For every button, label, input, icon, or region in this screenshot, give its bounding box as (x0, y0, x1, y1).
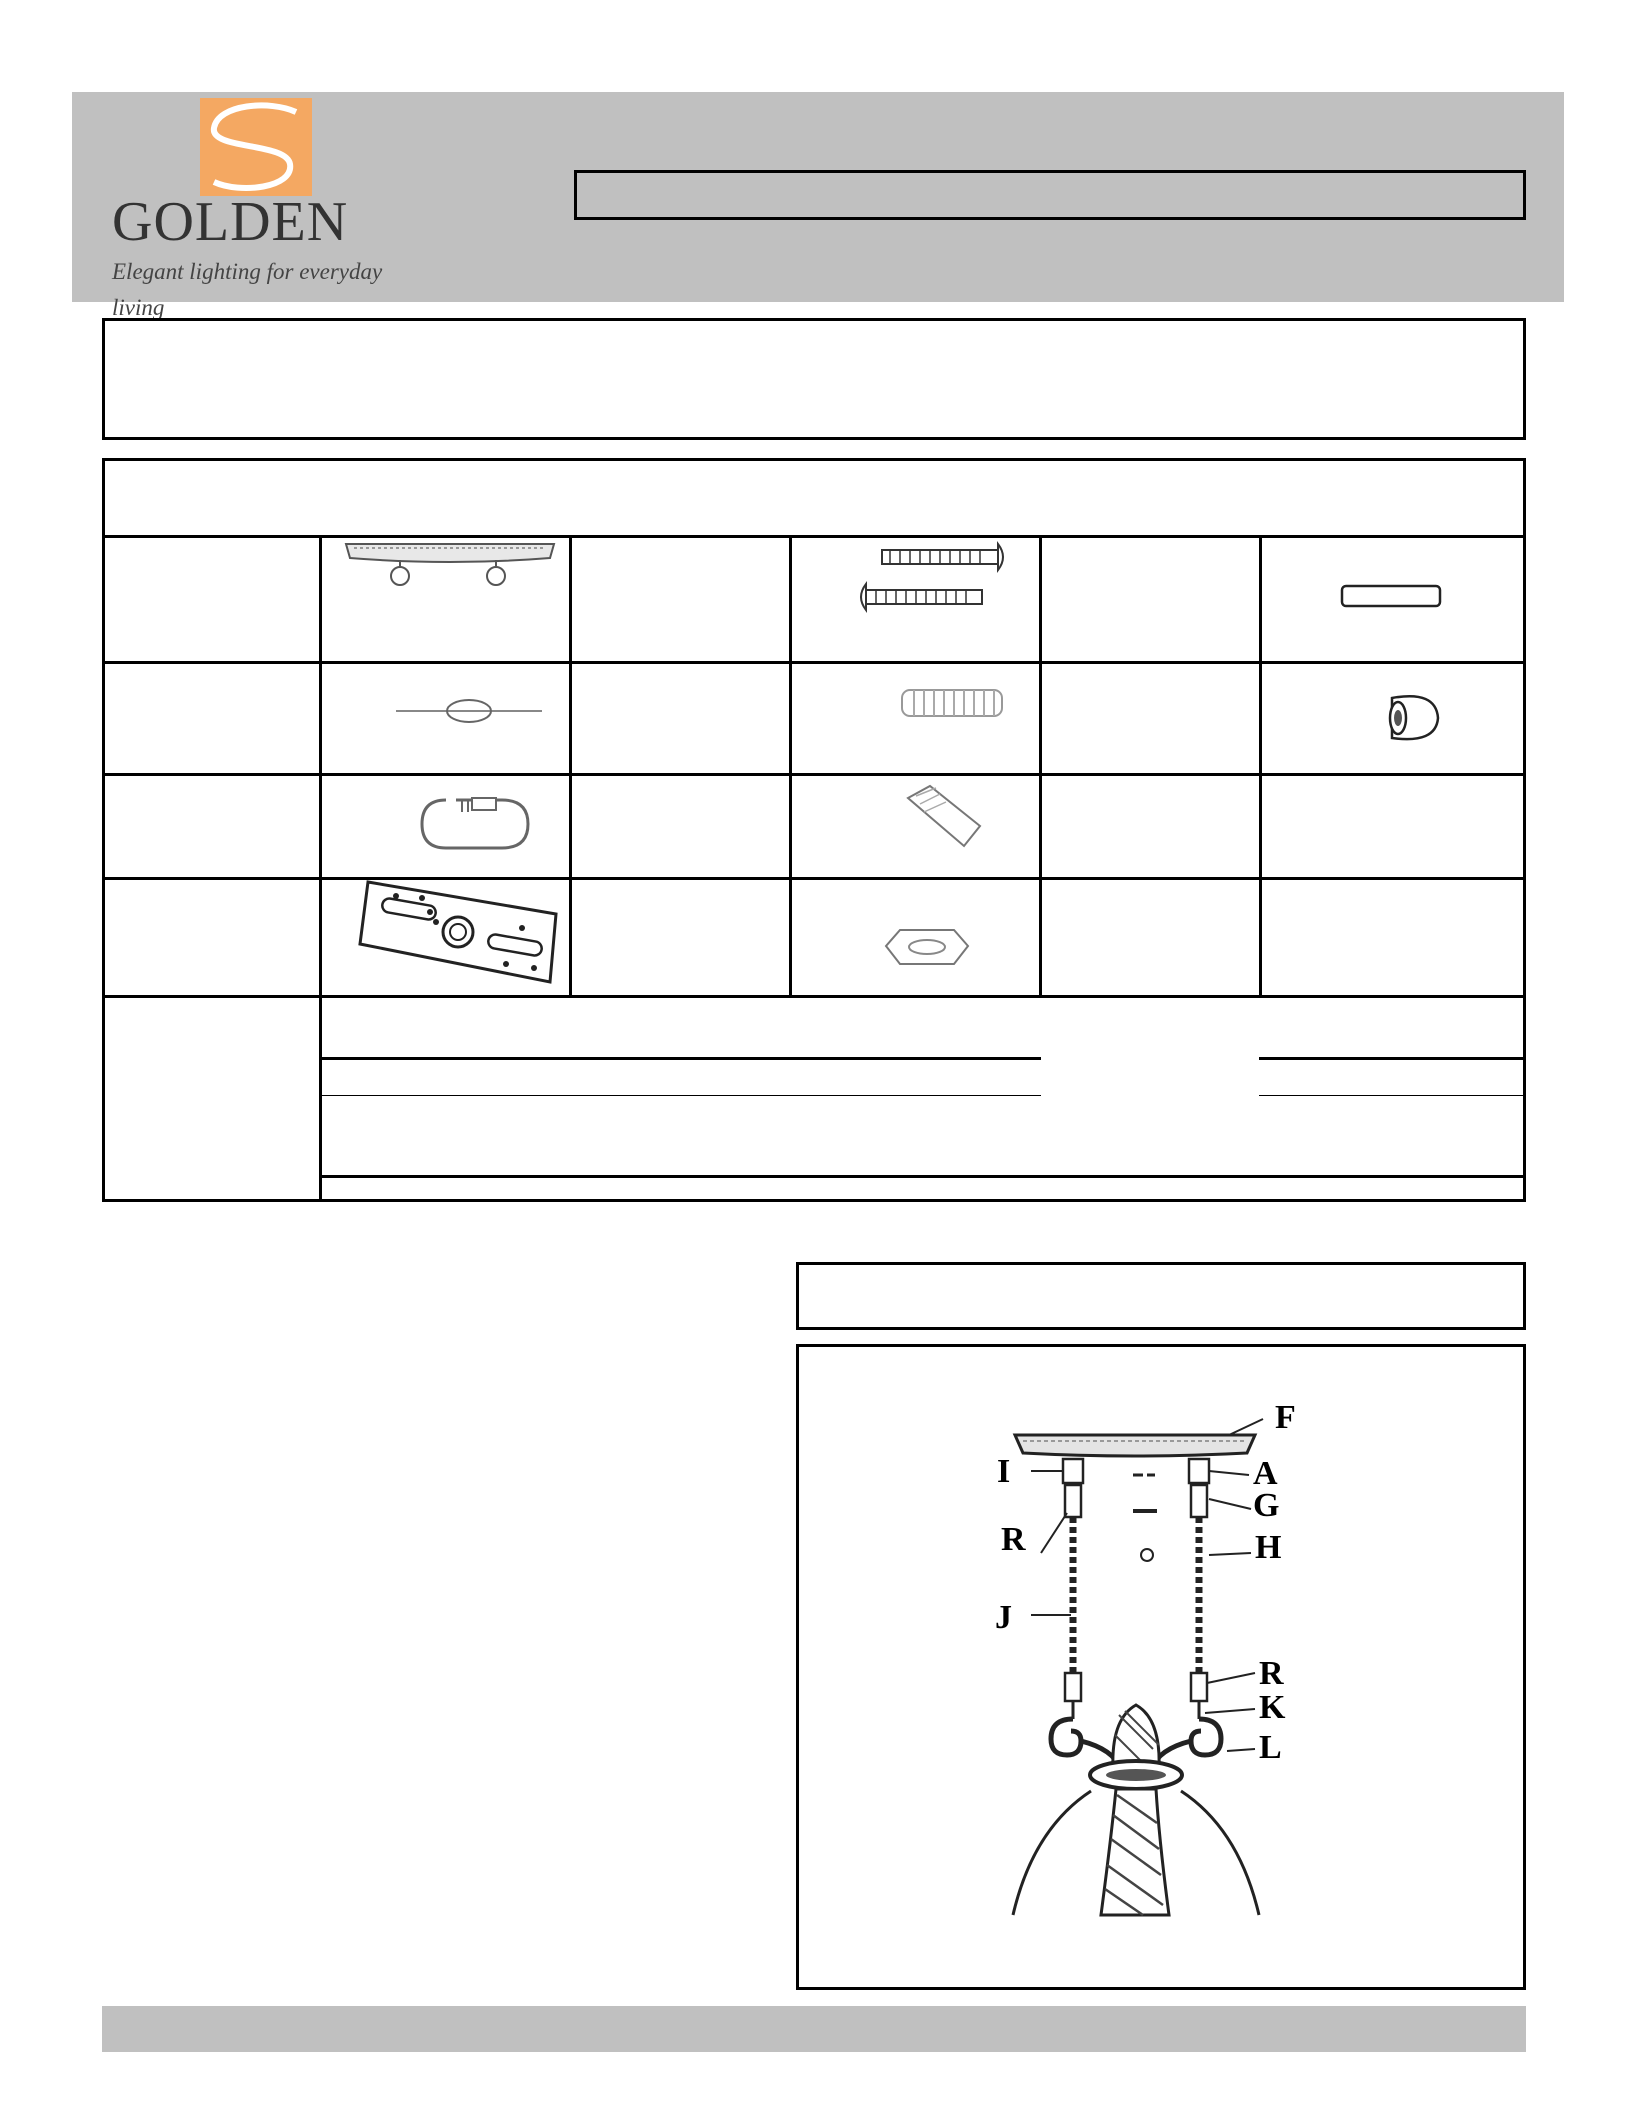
table-divider (105, 535, 1523, 538)
logo-wordmark: GOLDEN (112, 191, 349, 253)
callout-r-upper: R (1001, 1521, 1026, 1558)
form-line (1259, 1057, 1523, 1060)
wire-connector-icon (906, 784, 982, 848)
table-divider (1039, 535, 1042, 997)
canopy-icon (344, 540, 556, 590)
table-divider (105, 773, 1523, 776)
form-line (1259, 1095, 1523, 1096)
form-line (319, 1057, 1041, 1060)
hex-nut-icon (882, 926, 972, 968)
table-divider (105, 661, 1523, 664)
form-line (319, 1095, 1041, 1096)
loop-icon (396, 696, 542, 726)
callout-r-lower: R (1259, 1655, 1284, 1692)
mounting-plate-icon (356, 876, 562, 988)
callout-l: L (1259, 1729, 1282, 1766)
screws-icon (850, 544, 1010, 620)
spacer-icon (1340, 584, 1442, 610)
logo-tagline: Elegant lighting for everyday living (112, 259, 383, 320)
parts-table (102, 458, 1526, 1202)
callout-g: G (1253, 1487, 1280, 1524)
logo-mark-icon (200, 98, 312, 196)
nipple-icon (900, 686, 1006, 722)
assembly-diagram-icon (993, 1419, 1273, 1919)
callout-i: I (997, 1453, 1011, 1490)
callout-a: A (1253, 1455, 1278, 1492)
callout-h: H (1255, 1529, 1282, 1566)
table-divider (1259, 535, 1262, 997)
callout-f: F (1275, 1399, 1296, 1436)
ball-nut-icon (1384, 692, 1444, 746)
title-box (574, 170, 1526, 220)
step-header-box (796, 1262, 1526, 1330)
footer-bar (102, 2006, 1526, 2052)
form-line (319, 1175, 1523, 1178)
table-divider (319, 535, 322, 1201)
table-divider (789, 535, 792, 997)
table-divider (105, 877, 1523, 880)
table-divider (105, 995, 1523, 998)
assembly-diagram (796, 1344, 1526, 1990)
quick-link-icon (416, 794, 534, 854)
callout-j: J (995, 1599, 1012, 1636)
callout-k: K (1259, 1689, 1286, 1726)
table-divider (569, 535, 572, 997)
notice-box (102, 318, 1526, 440)
